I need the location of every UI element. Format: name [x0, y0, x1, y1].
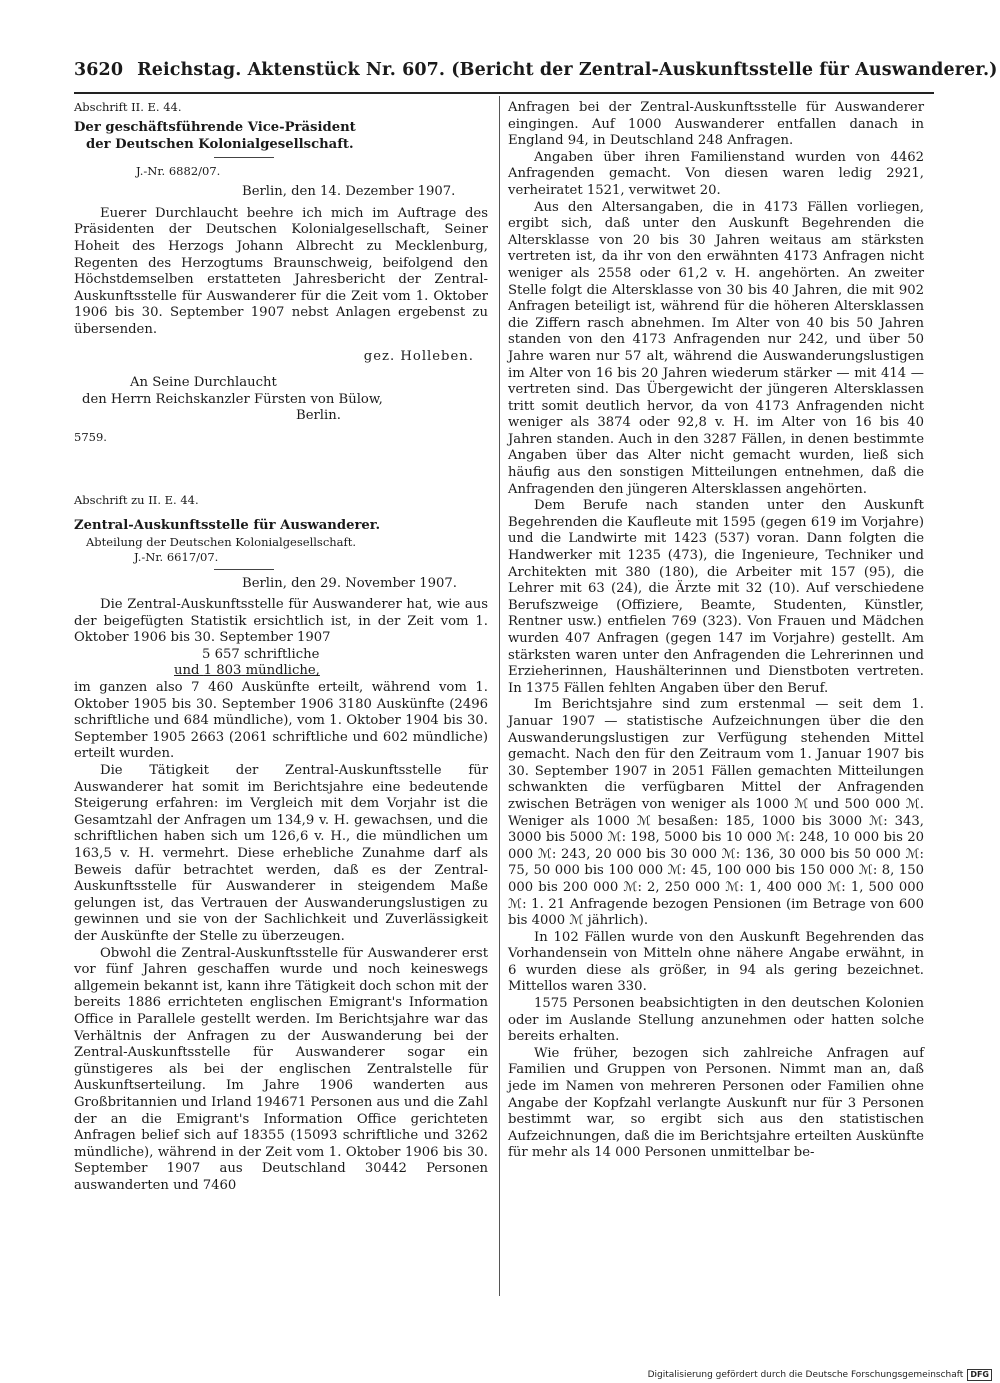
copy2-title: Zentral-Auskunftsstelle für Auswanderer.	[74, 517, 381, 533]
copy1-number: 5759.	[74, 429, 107, 444]
page-header	[74, 60, 998, 90]
statistic-oral-suffix: mündliche,	[245, 663, 320, 679]
copy1-signature: gez. Holleben.	[363, 348, 474, 364]
footer-text: Digitalisierung gefördert durch die Deutsche Forschungsgemeinschaft	[647, 1370, 964, 1380]
statistic-block	[74, 647, 488, 680]
copy1-address-line2: den Herrn Reichskanzler Fürsten von Bülow,	[82, 391, 383, 407]
left-column	[74, 100, 488, 1194]
copy2-journal-number: J.-Nr. 6617/07.	[134, 549, 219, 564]
header-title: Reichstag. Aktenstück Nr. 607. (Bericht der Zentral-Auskunftsstelle für Auswanderer.)	[137, 60, 998, 80]
copy2-date: Berlin, den 29. November 1907.	[242, 575, 457, 591]
paragraph-ages: Aus den Altersangaben, die in 4173 Fällen vorliegen, ergibt sich, daß unter den Auskunft Begehrenden die Altersklasse von 20 bis 30 Jahren weitaus am stärksten vertreten ist, da ihr von den erwähnten 4173 Anfragen nicht weniger als 2558 oder 61,2 v. H. angehörten. An zweiter Stelle folgt die Altersklasse von 30 bis 40 Jahren, die mit 902 Anfragen beteiligt ist, während für die höheren Altersklassen die Ziffern rasch abnehmen. Im Alter von 40 bis 50 Jahren standen von den 4173 Anfragenden nur 242, und über 50 Jahre waren nur 57 alt, während die Auswanderungslustigen im Alter von 16 bis 20 Jahren wiederum stärker — mit 414 — vertreten sind. Das Übergewicht der jüngeren Altersklassen tritt somit deutlich hervor, da von 4173 Anfragenden nicht weniger als 3874 oder 92,8 v. H. im Alter von 16 bis 40 Jahren standen. Auch in den 3287 Fällen, in denen bestimmte Angaben über das Alter nicht gemacht wurden, ließ sich häufig aus den sonstigen Mitteilungen entnehmen, daß die Anfragenden den jüngeren Altersklassen angehörten.	[508, 199, 924, 497]
right-column	[508, 100, 924, 1162]
paragraph-activity: Die Tätigkeit der Zentral-Auskunftsstelle für Auswanderer hat somit im Berichtsjahre eine bedeutende Steigerung erfahren: im Vergleich mit dem Vorjahr ist die Gesamtzahl der Anfragen um 134,9 v. H. gewachsen, und die schriftlichen haben sich um 126,6 v. H., die mündlichen um 163,5 v. H. vermehrt. Diese erhebliche Zunahme darf als Beweis dafür betrachtet werden, daß es der Zentral-Auskunftsstelle für Auswanderer in steigendem Maße gelungen ist, das Vertrauen der Auswanderungslustigen zu gewinnen und sie von der Sachlichkeit und Zuverlässigkeit der Auskünfte der Stelle zu überzeugen.	[74, 763, 488, 944]
copy1-date: Berlin, den 14. Dezember 1907.	[242, 184, 456, 200]
paragraph-families: Wie früher, bezogen sich zahlreiche Anfragen auf Familien und Gruppen von Personen. Nimmt man an, daß jede im Namen von mehreren Personen oder Familien ohne Angabe der Kopfzahl verlangte Auskunft nur für 3 Personen bestimmt war, so ergibt sich aus den statistischen Aufzeichnungen, daß die im Berichtsjahre erteilten Auskünfte für mehr als 14 000 Personen unmittelbar be-	[508, 1045, 924, 1161]
copy1-journal-number: J.-Nr. 6882/07.	[136, 164, 221, 179]
paragraph-means-unspecified: In 102 Fällen wurde von den Auskunft Begehrenden das Vorhandensein von Mitteln ohne nähere Angabe erwähnt, in 6 wurden diese als größer, in 94 als gering bezeichnet. Mittellos waren 330.	[508, 929, 924, 995]
copy1-body: Euerer Durchlaucht beehre ich mich im Auftrage des Präsidenten der Deutschen Kolonialgesellschaft, Seiner Hoheit des Herzogs Johann Albrecht zu Mecklenburg, Regenten des Herzogtums Braunschweig, beifolgend den Höchstdemselben erstatteten Jahresbericht der Zentral-Auskunftsstelle für Auswanderer für die Zeit vom 1. Oktober 1906 bis 30. September 1907 nebst Anlagen ergebenst zu übersenden.	[74, 205, 488, 337]
separator	[214, 569, 274, 570]
paragraph-professions: Dem Berufe nach standen unter den Auskunft Begehrenden die Kaufleute mit 1595 (gegen 619 im Vorjahre) und die Landwirte mit 1423 (537) voran. Dann folgten die Handwerker mit 1235 (473), die Ingenieure, Techniker und Architekten mit 380 (180), die Arbeiter mit 157 (95), die Lehrer mit 63 (24), die Ärzte mit 32 (10). Auf verschiedene Berufszweige (Offiziere, Beamte, Studenten, Künstler, Rentner usw.) entfielen 769 (323). Von Frauen und Mädchen wurden 407 Anfragen (gegen 147 im Vorjahre) gestellt. Am stärksten waren unter den Anfragenden die Lehrerinnen und Erzieherinnen, Haushälterinnen und Dienstboten vertreten. In 1375 Fällen fehlten Angaben über den Beruf.	[508, 498, 924, 696]
separator	[214, 157, 274, 158]
paragraph-inquiries: Anfragen bei der Zentral-Auskunftsstelle für Auswanderer eingingen. Auf 1000 Auswanderer entfallen danach in England 94, in Deutschland 248 Anfragen.	[508, 100, 924, 149]
digitization-footer	[610, 1369, 992, 1381]
paragraph-total: im ganzen also 7 460 Auskünfte erteilt, während vom 1. Oktober 1905 bis 30. September 1906 3180 Auskünfte (2496 schriftliche und 684 mündliche), vom 1. Oktober 1904 bis 30. September 1905 2663 (2061 schriftliche und 602 mündliche) erteilt wurden.	[74, 680, 488, 762]
copy1-address-line1: An Seine Durchlaucht	[130, 375, 277, 391]
copy1-address-line3: Berlin.	[296, 408, 341, 424]
copy2-reference: Abschrift zu II. E. 44.	[74, 492, 199, 507]
paragraph-comparison: Obwohl die Zentral-Auskunftsstelle für Auswanderer erst vor fünf Jahren geschaffen wurde und noch keineswegs allgemein bekannt ist, kann ihre Tätigkeit doch schon mit der bereits 1886 errichteten englischen Emigrant's Information Office in Parallele gestellt werden. Im Berichtsjahre war das Verhältnis der Anfragen zu der Auswanderung bei der Zentral-Auskunftsstelle für Auswanderer sogar ein günstigeres als bei der englischen Zentralstelle für Auskunftserteilung. Im Jahre 1906 wanderten aus Großbritannien und Irland 194671 Personen aus und die Zahl der an die Emigrant's Information Office gerichteten Anfragen belief sich auf 18355 (15093 schriftliche und 3262 mündliche), während in der Zeit vom 1. Oktober 1906 bis 30. September 1907 aus Deutschland 30442 Personen auswanderten und 7460	[74, 945, 488, 1193]
copy2-intro: Die Zentral-Auskunftsstelle für Auswanderer hat, wie aus der beigefügten Statistik ersichtlich ist, in der Zeit vom 1. Oktober 1906 bis 30. September 1907	[74, 597, 488, 646]
statistic-oral-prefix: und	[174, 663, 200, 679]
column-divider	[499, 96, 500, 1296]
copy1-sender-line2: der Deutschen Kolonialgesellschaft.	[86, 136, 354, 152]
statistic-written: 5 657 schriftliche	[202, 646, 320, 662]
paragraph-family-status: Angaben über ihren Familienstand wurden von 4462 Anfragenden gemacht. Von diesen waren ledig 2921, verheiratet 1521, verwitwet 20.	[508, 149, 924, 198]
header-rule	[74, 92, 934, 94]
statistic-oral	[174, 663, 488, 680]
dfg-logo-icon: DFG	[967, 1369, 992, 1381]
statistic-oral-value: 1 803	[203, 663, 242, 679]
paragraph-colonies: 1575 Personen beabsichtigten in den deutschen Kolonien oder im Auslande Stellung anzunehmen oder hatten solche bereits erhalten.	[508, 996, 924, 1045]
page-number: 3620	[74, 60, 124, 80]
copy1-reference: Abschrift II. E. 44.	[74, 100, 182, 114]
paragraph-means: Im Berichtsjahre sind zum erstenmal — seit dem 1. Januar 1907 — statistische Aufzeichnungen über die den Auswanderungslustigen zur Verfügung stehenden Mittel gemacht. Nach den für den Zeitraum vom 1. Januar 1907 bis 30. September 1907 in 2051 Fällen gemachten Mitteilungen schwankten die verfügbaren Mittel der Anfragenden zwischen Beträgen von weniger als 1000 ℳ und 500 000 ℳ. Weniger als 1000 ℳ besaßen: 185, 1000 bis 3000 ℳ: 343, 3000 bis 5000 ℳ: 198, 5000 bis 10 000 ℳ: 248, 10 000 bis 20 000 ℳ: 243, 20 000 bis 30 000 ℳ: 136, 30 000 bis 50 000 ℳ: 75, 50 000 bis 100 000 ℳ: 45, 100 000 bis 150 000 ℳ: 8, 150 000 bis 200 000 ℳ: 2, 250 000 ℳ: 1, 400 000 ℳ: 1, 500 000 ℳ: 1. 21 Anfragende bezogen Pensionen (im Betrage von 600 bis 4000 ℳ jährlich).	[508, 697, 924, 929]
copy1-sender-line1: Der geschäftsführende Vice-Präsident	[74, 120, 356, 135]
copy2-subtitle: Abteilung der Deutschen Kolonialgesellschaft.	[86, 534, 357, 549]
